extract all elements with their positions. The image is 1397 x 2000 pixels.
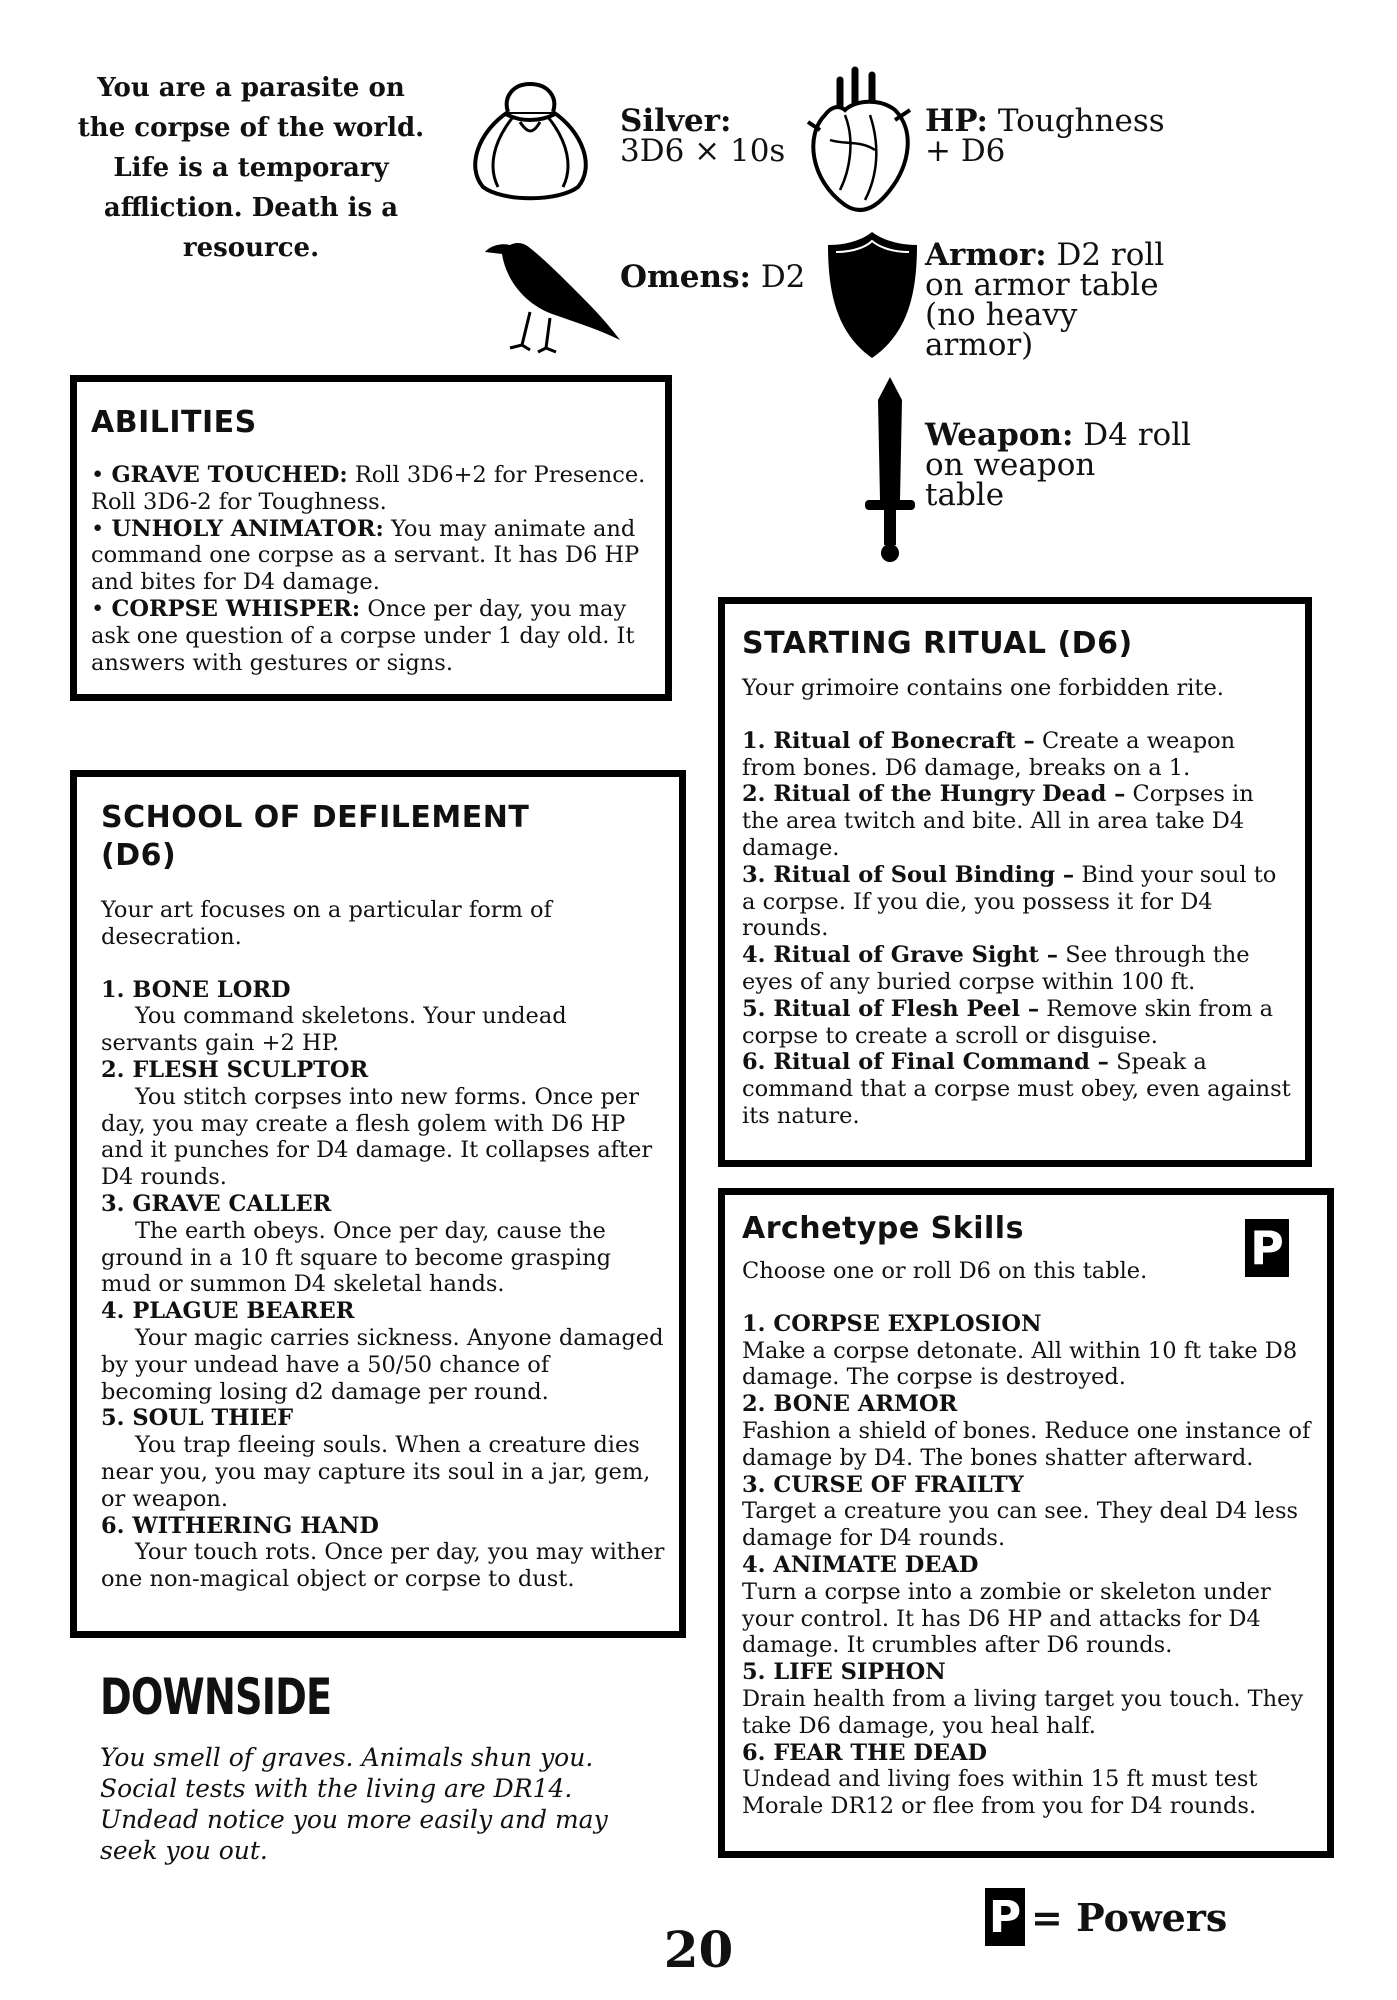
skill-item-name — [742, 1740, 1315, 1767]
school-title: SCHOOL OF DEFILEMENT (D6) — [101, 800, 530, 873]
school-item-title: 5. SOUL THIEF — [101, 1405, 294, 1432]
intro-text — [55, 68, 447, 268]
skills-title: Archetype Skills — [742, 1211, 1024, 1246]
ritual-item — [742, 781, 1293, 861]
armor-value: (no heavy — [925, 297, 1078, 333]
ability-name: CORPSE WHISPER: — [111, 595, 361, 622]
school-item-name — [101, 1057, 667, 1084]
hp-stat — [925, 103, 1165, 169]
ritual-intro: Your grimoire contains one forbidden rite. — [742, 675, 1224, 701]
skills-body — [742, 1258, 1315, 1820]
abilities-title: ABILITIES — [91, 405, 257, 440]
armor-value: armor) — [925, 327, 1034, 363]
abilities-box — [70, 375, 672, 701]
school-item-text: You trap fleeing souls. When a creature dies near you, you may capture its soul in a jar, gem, or weapon. — [101, 1432, 651, 1512]
skill-item-text: Undead and living foes within 15 ft must test Morale DR12 or flee from you for D4 rounds. — [742, 1766, 1258, 1820]
ritual-text: Bind your soul to a corpse. If you die, you possess it for D4 rounds. — [742, 861, 1277, 942]
weapon-value: on weapon — [925, 447, 1096, 483]
silver-stat — [620, 103, 786, 169]
armor-value: D2 roll — [1056, 237, 1165, 273]
powers-badge-icon: P — [1245, 1219, 1289, 1277]
skills-intro: Choose one or roll D6 on this table. — [742, 1258, 1148, 1284]
sword-icon — [860, 375, 920, 565]
ritual-item — [742, 862, 1293, 942]
school-item-title: 1. BONE LORD — [101, 976, 291, 1003]
shield-icon — [820, 230, 925, 360]
skill-item-name — [742, 1472, 1315, 1499]
school-item-text: You command skeletons. Your undead servants gain +2 HP. — [101, 1003, 567, 1057]
school-item-title: 2. FLESH SCULPTOR — [101, 1056, 369, 1083]
school-item-text: The earth obeys. Once per day, cause the ground in a 10 ft square to become grasping mud or summon D4 skeletal hands. — [101, 1217, 612, 1298]
intro-line: the corpse of the world. — [77, 113, 425, 143]
powers-legend-badge-icon: P — [985, 1888, 1025, 1946]
skill-item-text: Make a corpse detonate. All within 10 ft take D8 damage. The corpse is destroyed. — [742, 1337, 1298, 1391]
downside-title: DOWNSIDE — [100, 1668, 332, 1726]
ability-item: • GRAVE TOUCHED: Roll 3D6+2 for Presence. Roll 3D6-2 for Toughness. — [91, 462, 646, 515]
skill-item-name — [742, 1552, 1315, 1579]
school-body — [101, 897, 667, 1593]
ritual-name: 3. Ritual of Soul Binding – — [742, 861, 1075, 888]
ritual-item — [742, 728, 1293, 782]
school-item-name — [101, 1513, 667, 1540]
ability-text: You may animate and command one corpse as a servant. It has D6 HP and bites for D4 damage. — [91, 515, 640, 596]
skill-item-name — [742, 1391, 1315, 1418]
school-intro: Your art focuses on a particular form of desecration. — [101, 897, 552, 950]
coin-pouch-icon — [458, 72, 603, 202]
school-item-title: 6. WITHERING HAND — [101, 1512, 379, 1539]
ability-name: UNHOLY ANIMATOR: — [111, 515, 384, 542]
ritual-name: 6. Ritual of Final Command – — [742, 1049, 1109, 1076]
page-number: 20 — [663, 1920, 734, 1979]
school-item-text: You stitch corpses into new forms. Once per day, you may create a flesh golem with D6 HP and it punches for D4 damage. It collapses after D4 rounds. — [101, 1083, 653, 1191]
powers-legend-text: = Powers — [1031, 1894, 1228, 1940]
school-box — [70, 770, 686, 1638]
raven-icon — [480, 220, 625, 355]
weapon-value: table — [925, 477, 1005, 513]
armor-label: Armor: — [925, 237, 1047, 273]
intro-line: resource. — [182, 233, 320, 263]
ritual-item — [742, 1049, 1293, 1129]
skills-box — [718, 1188, 1334, 1858]
ritual-text: Create a weapon from bones. D6 damage, breaks on a 1. — [742, 727, 1236, 781]
ritual-body — [742, 675, 1293, 1130]
skill-item-name — [742, 1311, 1315, 1338]
ritual-item — [742, 942, 1293, 996]
skill-item-text: Fashion a shield of bones. Reduce one instance of damage by D4. The bones shatter afterward. — [742, 1417, 1311, 1471]
anatomical-heart-icon — [800, 60, 920, 220]
school-item-text: Your magic carries sickness. Anyone damaged by your undead have a 50/50 chance of becoming losing d2 damage per round. — [101, 1324, 664, 1405]
ritual-name: 1. Ritual of Bonecraft – — [742, 727, 1035, 754]
ritual-name: 2. Ritual of the Hungry Dead – — [742, 781, 1126, 808]
weapon-stat — [925, 417, 1192, 513]
ability-name: GRAVE TOUCHED: — [111, 462, 348, 488]
skill-item-text: Turn a corpse into a zombie or skeleton under your control. It has D6 HP and attacks for D4 damage. It crumbles after D6 rounds. — [742, 1578, 1271, 1659]
omens-value: D2 — [760, 259, 806, 295]
downside-text: You smell of graves. Animals shun you. Social tests with the living are DR14. Undead notice you more easily and may seek you out. — [100, 1743, 608, 1865]
skill-title: 5. LIFE SIPHON — [742, 1659, 946, 1686]
weapon-label: Weapon: — [925, 417, 1074, 453]
ritual-text: Corpses in the area twitch and bite. All in area take D4 damage. — [742, 781, 1254, 861]
armor-stat — [925, 237, 1165, 363]
abilities-list — [91, 462, 653, 676]
ability-text: Once per day, you may ask one question of a corpse under 1 day old. It answers with gestures or signs. — [91, 595, 635, 676]
ritual-name: 4. Ritual of Grave Sight – — [742, 942, 1059, 969]
school-item-title: 3. GRAVE CALLER — [101, 1190, 332, 1217]
ability-item: • UNHOLY ANIMATOR: You may animate and command one corpse as a servant. It has D6 HP and bites for D4 damage. — [91, 515, 640, 596]
armor-value: on armor table — [925, 267, 1159, 303]
skill-item-name — [742, 1659, 1315, 1686]
intro-line: You are a parasite on — [97, 73, 405, 103]
skill-title: 1. CORPSE EXPLOSION — [742, 1310, 1042, 1337]
school-item-text: Your touch rots. Once per day, you may wither one non-magical object or corpse to dust. — [101, 1539, 665, 1593]
school-item-name — [101, 1191, 667, 1218]
skill-title: 2. BONE ARMOR — [742, 1391, 958, 1418]
school-item-title: 4. PLAGUE BEARER — [101, 1298, 355, 1325]
school-item-name — [101, 1298, 667, 1325]
school-item-name — [101, 977, 667, 1004]
ritual-box — [718, 597, 1312, 1167]
skill-title: 4. ANIMATE DEAD — [742, 1551, 979, 1578]
ritual-item — [742, 996, 1293, 1050]
school-item-name — [101, 1405, 667, 1432]
ritual-title: STARTING RITUAL (D6) — [742, 626, 1133, 661]
ability-text: Roll 3D6+2 for Presence. Roll 3D6-2 for Toughness. — [91, 462, 646, 515]
ritual-name: 5. Ritual of Flesh Peel – — [742, 995, 1040, 1022]
ability-item: • CORPSE WHISPER: Once per day, you may ask one question of a corpse under 1 day old. It answers with gestures or signs. — [91, 595, 635, 676]
hp-label: HP: — [925, 103, 988, 139]
skill-title: 6. FEAR THE DEAD — [742, 1739, 988, 1766]
ritual-text: Speak a command that a corpse must obey, even against its nature. — [742, 1049, 1291, 1129]
silver-label: Silver: — [620, 103, 732, 139]
hp-value: + D6 — [925, 133, 1006, 169]
skill-title: 3. CURSE OF FRAILTY — [742, 1471, 1024, 1498]
ritual-text: See through the eyes of any buried corpse within 100 ft. — [742, 942, 1250, 995]
intro-line: Life is a temporary — [113, 153, 389, 183]
silver-value: 3D6 × 10s — [620, 133, 786, 169]
skill-item-text: Target a creature you can see. They deal D4 less damage for D4 rounds. — [742, 1498, 1299, 1552]
omens-stat — [620, 259, 806, 295]
omens-label: Omens: — [620, 259, 751, 295]
skill-item-text: Drain health from a living target you touch. They take D6 damage, you heal half. — [742, 1685, 1304, 1739]
intro-line: affliction. Death is a — [103, 193, 399, 223]
weapon-value: D4 roll — [1083, 417, 1192, 453]
hp-value: Toughness — [997, 103, 1165, 139]
ritual-text: Remove skin from a corpse to create a scroll or disguise. — [742, 995, 1274, 1049]
